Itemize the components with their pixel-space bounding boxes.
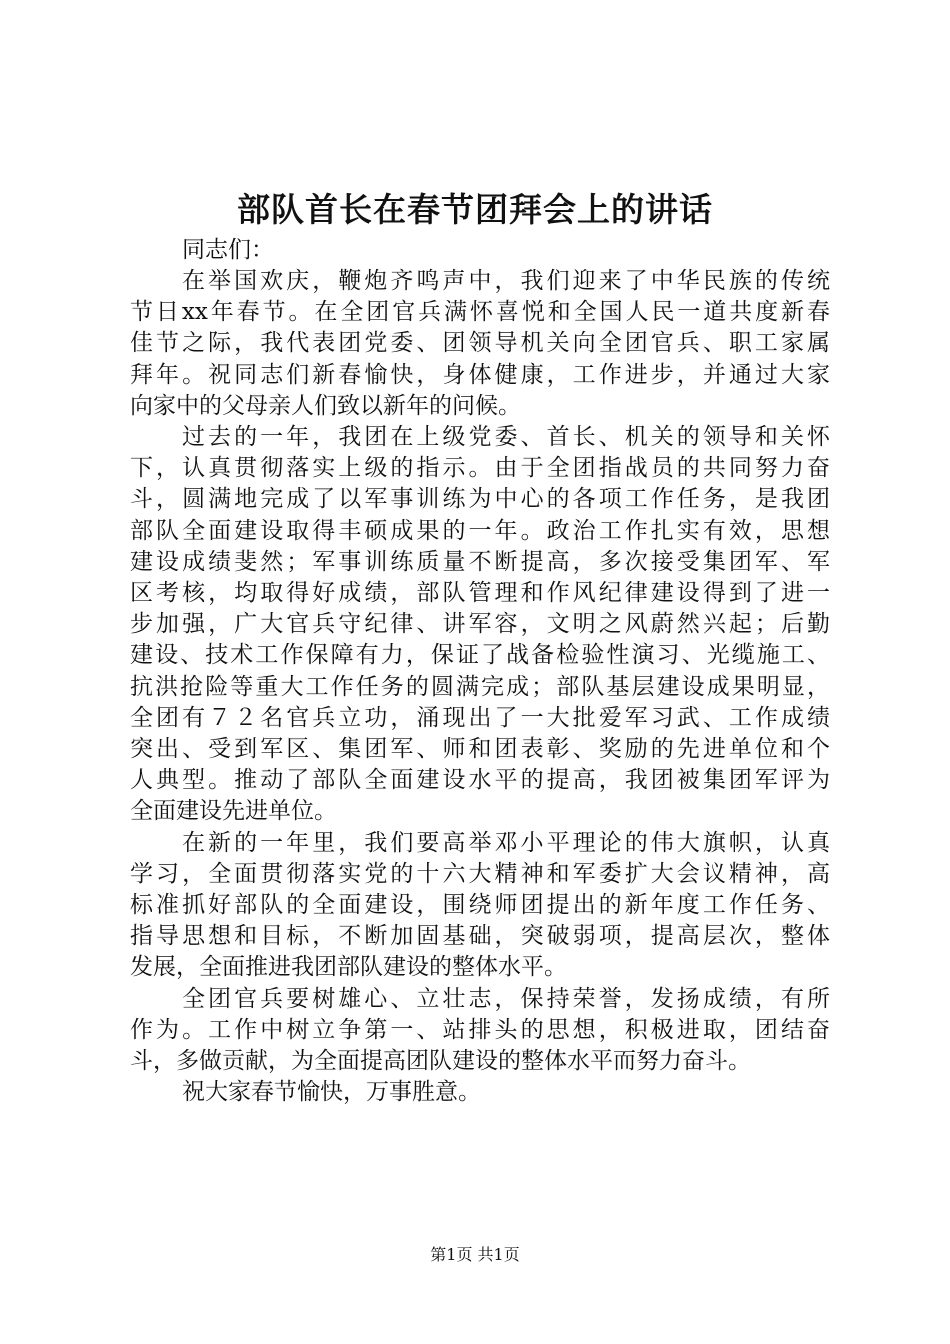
paragraph-line: 标准抓好部队的全面建设，围绕师团提出的新年度工作任务、 <box>130 892 830 919</box>
paragraph-line: 全面建设先进单位。 <box>130 798 337 825</box>
paragraph-line: 区考核，均取得好成绩，部队管理和作风纪律建设得到了进一 <box>130 580 830 607</box>
paragraph-line: 指导思想和目标，不断加固基础，突破弱项，提高层次，整体 <box>130 923 830 950</box>
paragraph-line: 突出、受到军区、集团军、师和团表彰、奖励的先进单位和个 <box>130 736 830 763</box>
paragraph-line: 步加强，广大官兵守纪律、讲军容，文明之风蔚然兴起；后勤 <box>130 611 830 638</box>
paragraph-list <box>130 266 830 1108</box>
paragraph-line: 全团官兵要树雄心、立壮志，保持荣誉，发扬成绩，有所 <box>182 985 830 1012</box>
paragraph-line: 学习，全面贯彻落实党的十六大精神和军委扩大会议精神，高 <box>130 860 830 887</box>
document-body <box>130 235 830 1108</box>
paragraph-line: 全团有７２名官兵立功，涌现出了一大批爱军习武、工作成绩 <box>130 704 830 731</box>
paragraph-line: 发展，全面推进我团部队建设的整体水平。 <box>130 954 567 981</box>
paragraph-line: 建设、技术工作保障有力，保证了战备检验性演习、光缆施工、 <box>130 642 830 669</box>
body-paragraph <box>130 266 830 422</box>
paragraph-line: 人典型。推动了部队全面建设水平的提高，我团被集团军评为 <box>130 767 830 794</box>
paragraph-line: 斗，多做贡献，为全面提高团队建设的整体水平而努力奋斗。 <box>130 1048 751 1075</box>
body-paragraph <box>130 828 830 984</box>
paragraph-line: 过去的一年，我团在上级党委、首长、机关的领导和关怀 <box>182 424 830 451</box>
paragraph-line: 建设成绩斐然；军事训练质量不断提高，多次接受集团军、军 <box>130 548 830 575</box>
salutation: 同志们： <box>182 237 274 263</box>
body-paragraph <box>130 422 830 828</box>
page-footer: 第1页 共1页 <box>430 1245 520 1264</box>
paragraph-line: 在举国欢庆，鞭炮齐鸣声中，我们迎来了中华民族的传统 <box>182 268 830 294</box>
paragraph-line: 部队全面建设取得丰硕成果的一年。政治工作扎实有效，思想 <box>130 517 830 544</box>
paragraph-line: 祝大家春节愉快，万事胜意。 <box>182 1079 481 1106</box>
paragraph-line: 在新的一年里，我们要高举邓小平理论的伟大旗帜，认真 <box>182 829 830 856</box>
paragraph-line: 节日xx年春节。在全团官兵满怀喜悦和全国人民一道共度新春 <box>130 299 830 326</box>
paragraph-line: 作为。工作中树立争第一、站排头的思想，积极进取，团结奋 <box>130 1016 830 1043</box>
paragraph-line: 向家中的父母亲人们致以新年的问候。 <box>130 392 521 419</box>
document-title: 部队首长在春节团拜会上的讲话 <box>237 190 713 229</box>
paragraph-line: 拜年。祝同志们新春愉快，身体健康，工作进步，并通过大家 <box>130 361 830 388</box>
paragraph-line: 斗，圆满地完成了以军事训练为中心的各项工作任务，是我团 <box>130 486 830 513</box>
paragraph-line: 下，认真贯彻落实上级的指示。由于全团指战员的共同努力奋 <box>130 455 830 482</box>
body-paragraph <box>130 1077 830 1108</box>
paragraph-line: 佳节之际，我代表团党委、团领导机关向全团官兵、职工家属 <box>130 330 830 357</box>
paragraph-line: 抗洪抢险等重大工作任务的圆满完成；部队基层建设成果明显， <box>130 673 830 700</box>
body-paragraph <box>130 984 830 1078</box>
